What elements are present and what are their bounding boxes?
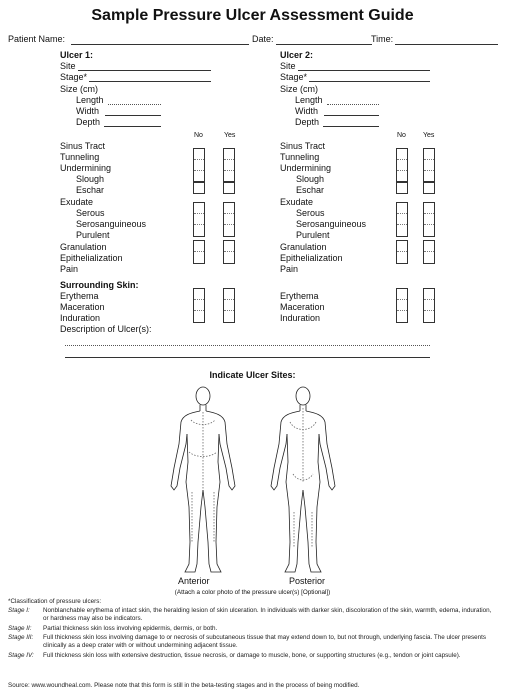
posterior-body-icon	[271, 387, 335, 572]
ulcer2-site-label: Site	[280, 61, 296, 71]
ulcer1-length-field[interactable]	[108, 104, 161, 105]
description-line-1[interactable]	[65, 345, 430, 346]
ulcer2-site-field[interactable]	[298, 70, 430, 71]
ulcer2-tunneling-label: Tunneling	[280, 152, 320, 162]
ulcer1-site-field[interactable]	[78, 70, 211, 71]
stage2-term: Stage II:	[8, 625, 32, 632]
ulcer1-no-checkbox-group-2[interactable]	[193, 181, 205, 194]
ulcer1-sinus-tract-label: Sinus Tract	[60, 141, 106, 151]
ulcer1-no-checkbox-group-1[interactable]	[193, 148, 205, 183]
ulcer2-no-checkbox-group-3[interactable]	[396, 202, 408, 237]
ulcer2-yes-checkbox-group-3[interactable]	[423, 202, 435, 237]
ulcer1-no-header: No	[194, 132, 203, 139]
patient-info-row	[8, 34, 498, 46]
ulcer2-heading: Ulcer 2:	[280, 50, 314, 60]
time-label: Time:	[371, 34, 394, 44]
ulcer1-width-field[interactable]	[105, 115, 161, 116]
patient-name-label: Patient Name:	[8, 34, 66, 44]
ulcer1-serosanguineous-label: Serosanguineous	[76, 219, 147, 229]
photo-note: (Attach a color photo of the pressure ulcer(s) [Optional])	[174, 589, 331, 596]
ulcer1-length-label: Length	[76, 95, 104, 105]
ulcer1-stage-field[interactable]	[89, 81, 211, 82]
stage2-text: Partial thickness skin loss involving epidermis, dermis, or both.	[43, 625, 218, 632]
stage1-text: Nonblanchable erythema of intact skin, the heralding lesion of skin ulceration. In individuals with darker skin, discoloration of the skin, warmth, edema, induration, or hardness may also be indicators.	[43, 607, 492, 623]
posterior-label: Posterior	[289, 576, 326, 586]
source-note: Source: www.woundheal.com. Please note that this form is still in the beta-testing stages and in the process of being modified.	[8, 682, 360, 689]
ulcer1-tunneling-label: Tunneling	[60, 152, 100, 162]
ulcer2-serous-label: Serous	[296, 208, 325, 218]
date-label: Date:	[252, 34, 274, 44]
ulcer1-granulation-label: Granulation	[60, 242, 107, 252]
ulcer1-yes-checkbox-group-2[interactable]	[223, 181, 235, 194]
ulcer1-maceration-label: Maceration	[60, 302, 105, 312]
ulcer1-width-label: Width	[76, 106, 100, 116]
body-diagram[interactable]	[160, 382, 350, 582]
ulcer2-slough-label: Slough	[296, 174, 325, 184]
ulcer2-depth-label: Depth	[295, 117, 320, 127]
ulcer-sites-heading: Indicate Ulcer Sites:	[209, 370, 296, 380]
stage4-text: Full thickness skin loss with extensive destruction, tissue necrosis, or damage to muscle, bone, or supporting structures (e.g., tendon or joint capsule).	[43, 652, 461, 659]
ulcer2-exudate-label: Exudate	[280, 197, 314, 207]
ulcer1-yes-checkbox-group-5[interactable]	[223, 288, 235, 323]
classification-intro: *Classification of pressure ulcers:	[8, 598, 102, 605]
ulcer2-no-checkbox-group-1[interactable]	[396, 148, 408, 183]
ulcer2-induration-label: Induration	[280, 313, 321, 323]
ulcer1-yes-header: Yes	[224, 132, 236, 139]
ulcer2-sinus-tract-label: Sinus Tract	[280, 141, 326, 151]
description-line-2[interactable]	[65, 357, 430, 358]
stage1-term: Stage I:	[8, 607, 30, 614]
ulcer2-yes-checkbox-group-1[interactable]	[423, 148, 435, 183]
page-title: Sample Pressure Ulcer Assessment Guide	[91, 7, 414, 24]
ulcer2-epithelialization-label: Epithelialization	[280, 253, 343, 263]
ulcer1-slough-label: Slough	[76, 174, 105, 184]
ulcer1-site-label: Site	[60, 61, 76, 71]
ulcer2-maceration-label: Maceration	[280, 302, 325, 312]
ulcer2-yes-checkbox-group-4[interactable]	[423, 240, 435, 264]
ulcer2-length-label: Length	[295, 95, 323, 105]
ulcer2-no-header: No	[397, 132, 406, 139]
ulcer1-undermining-label: Undermining	[60, 163, 112, 173]
ulcer1-heading: Ulcer 1:	[60, 50, 94, 60]
ulcer1-induration-label: Induration	[60, 313, 101, 323]
ulcer2-width-label: Width	[295, 106, 319, 116]
ulcer1-erythema-label: Erythema	[60, 291, 99, 301]
ulcer1-yes-checkbox-group-3[interactable]	[223, 202, 235, 237]
ulcer2-no-checkbox-group-2[interactable]	[396, 181, 408, 194]
ulcer1-size-label: Size (cm)	[60, 84, 98, 94]
ulcer2-purulent-label: Purulent	[296, 230, 330, 240]
ulcer2-erythema-label: Erythema	[280, 291, 319, 301]
ulcer1-no-checkbox-group-4[interactable]	[193, 240, 205, 264]
ulcer1-serous-label: Serous	[76, 208, 105, 218]
ulcer1-no-checkbox-group-5[interactable]	[193, 288, 205, 323]
ulcer2-depth-field[interactable]	[323, 126, 379, 127]
ulcer1-depth-label: Depth	[76, 117, 101, 127]
ulcer1-yes-checkbox-group-1[interactable]	[223, 148, 235, 183]
time-field[interactable]	[395, 44, 498, 45]
ulcer1-stage-label: Stage*	[60, 72, 88, 82]
ulcer2-no-checkbox-group-5[interactable]	[396, 288, 408, 323]
ulcer2-eschar-label: Eschar	[296, 185, 325, 195]
ulcer1-exudate-label: Exudate	[60, 197, 94, 207]
ulcer2-stage-label: Stage*	[280, 72, 308, 82]
ulcer1-pain-label: Pain	[60, 264, 79, 274]
anterior-label: Anterior	[178, 576, 210, 586]
ulcer2-width-field[interactable]	[324, 115, 379, 116]
ulcer1-epithelialization-label: Epithelialization	[60, 253, 123, 263]
description-label: Description of Ulcer(s):	[60, 324, 152, 334]
ulcer2-yes-checkbox-group-5[interactable]	[423, 288, 435, 323]
ulcer2-yes-checkbox-group-2[interactable]	[423, 181, 435, 194]
ulcer1-eschar-label: Eschar	[76, 185, 105, 195]
ulcer2-granulation-label: Granulation	[280, 242, 327, 252]
anterior-body-icon	[171, 387, 235, 572]
ulcer1-no-checkbox-group-3[interactable]	[193, 202, 205, 237]
ulcer2-no-checkbox-group-4[interactable]	[396, 240, 408, 264]
stage4-term: Stage IV:	[8, 652, 34, 659]
ulcer2-serosanguineous-label: Serosanguineous	[296, 219, 367, 229]
ulcer2-length-field[interactable]	[327, 104, 379, 105]
stage3-term: Stage III:	[8, 634, 34, 641]
ulcer2-undermining-label: Undermining	[280, 163, 332, 173]
surrounding-skin-heading: Surrounding Skin:	[60, 280, 139, 290]
patient-name-field[interactable]	[71, 44, 249, 45]
ulcer2-stage-field[interactable]	[309, 81, 430, 82]
ulcer2-size-label: Size (cm)	[280, 84, 318, 94]
ulcer2-yes-header: Yes	[423, 132, 435, 139]
ulcer1-depth-field[interactable]	[104, 126, 161, 127]
ulcer2-pain-label: Pain	[280, 264, 299, 274]
ulcer1-yes-checkbox-group-4[interactable]	[223, 240, 235, 264]
ulcer1-purulent-label: Purulent	[76, 230, 110, 240]
date-field[interactable]	[276, 44, 372, 45]
stage3-text: Full thickness skin loss involving damage to or necrosis of subcutaneous tissue that may extend down to, but not through, underlying fascia. The ulcer presents clinically as a deep crater with or without undermining adjacent tissue.	[43, 634, 487, 650]
